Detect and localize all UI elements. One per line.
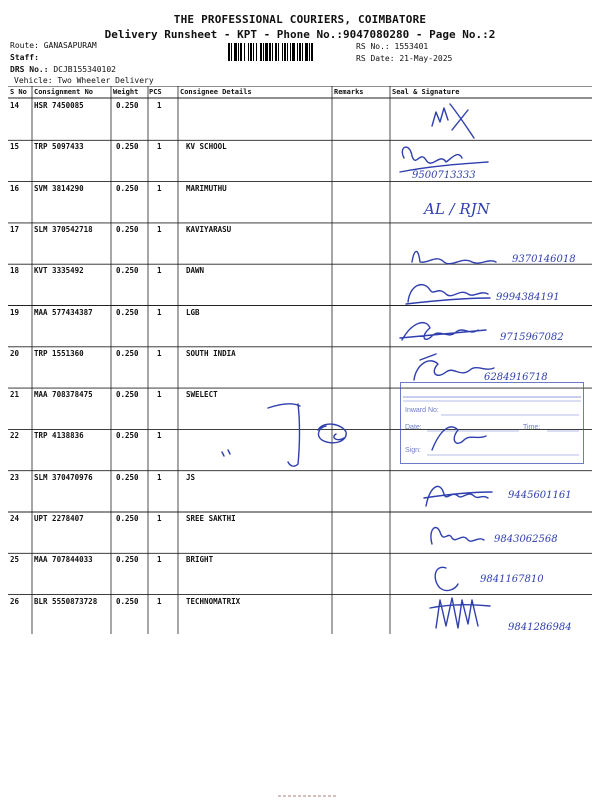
cell-consignment-no: KVT 3335492 — [34, 266, 84, 276]
cell-weight: 0.250 — [116, 183, 139, 193]
signature-phone-row-17: 9370146018 — [512, 254, 576, 265]
signature-row-18 — [406, 285, 490, 304]
rs-number: RS No.: 1553401 — [356, 42, 429, 51]
staff-label: Staff: — [10, 53, 39, 62]
cell-sno: 21 — [10, 390, 20, 400]
remarks-scribble-row-22 — [222, 404, 346, 466]
cell-weight: 0.250 — [116, 596, 139, 606]
stamp-sign-label: Sign: — [405, 447, 421, 454]
cell-weight: 0.250 — [116, 472, 139, 482]
cell-weight: 0.250 — [116, 514, 139, 523]
document-title: THE PROFESSIONAL COURIERS, COIMBATORE — [173, 13, 427, 26]
cell-sno: 25 — [10, 555, 20, 565]
cell-weight: 0.250 — [116, 431, 139, 441]
col-header-pcs: PCS — [149, 88, 162, 96]
cell-sno: 24 — [10, 514, 20, 523]
cell-pcs: 1 — [157, 514, 162, 523]
cell-consignee: LGB — [186, 307, 200, 317]
cell-pcs: 1 — [157, 348, 162, 358]
cell-weight: 0.250 — [116, 307, 139, 317]
cell-consignee: SREE SAKTHI — [186, 514, 236, 523]
stamp-time-label: Time: — [523, 424, 541, 431]
signature-row-22 — [432, 427, 486, 450]
cell-consignee: BRIGHT — [186, 555, 214, 565]
cell-consignment-no: MAA 708378475 — [34, 390, 93, 400]
vehicle-label: Vehicle: Two Wheeler Delivery — [14, 76, 154, 85]
cell-sno: 18 — [10, 266, 20, 276]
cell-weight: 0.250 — [116, 348, 139, 358]
cell-pcs: 1 — [157, 101, 162, 110]
col-header-weight: Weight — [113, 88, 139, 96]
cell-consignment-no: TRP 1551360 — [34, 348, 84, 358]
signature-phone-row-15: 9500713333 — [412, 170, 476, 181]
cell-sno: 14 — [10, 101, 20, 110]
signature-row-15 — [400, 147, 488, 172]
signature-row-26 — [430, 598, 490, 628]
col-header-sno: S No — [10, 88, 27, 96]
route-label: Route: GANASAPURAM — [10, 41, 97, 50]
cell-sno: 23 — [10, 472, 20, 482]
stamp-date-label: Date: — [405, 424, 422, 431]
cell-consignment-no: MAA 577434387 — [34, 307, 93, 317]
col-header-remarks: Remarks — [334, 88, 364, 96]
cell-consignee: DAWN — [186, 266, 205, 276]
signature-row-17 — [412, 251, 496, 263]
signature-phone-row-18: 9994384191 — [496, 292, 560, 303]
cell-consignment-no: HSR 7450085 — [34, 101, 84, 110]
cell-sno: 26 — [10, 596, 20, 606]
drs-label: DRS No.: — [10, 65, 49, 74]
footer-scan-mark — [278, 794, 338, 798]
cell-pcs: 1 — [157, 555, 162, 565]
cell-weight: 0.250 — [116, 224, 139, 234]
signature-row-14 — [432, 104, 474, 138]
signature-row-20 — [414, 354, 494, 380]
cell-pcs: 1 — [157, 307, 162, 317]
cell-consignment-no: MAA 707844033 — [34, 555, 93, 565]
cell-weight: 0.250 — [116, 390, 139, 400]
cell-sno: 22 — [10, 431, 20, 441]
cell-weight: 0.250 — [116, 142, 139, 152]
rs-date: RS Date: 21-May-2025 — [356, 54, 453, 63]
cell-pcs: 1 — [157, 142, 162, 152]
signature-row-23 — [424, 486, 492, 506]
signature-phone-row-24: 9843062568 — [494, 534, 558, 545]
cell-pcs: 1 — [157, 224, 162, 234]
cell-consignee: MARIMUTHU — [186, 183, 227, 193]
cell-consignment-no: UPT 2278407 — [34, 514, 84, 523]
cell-weight: 0.250 — [116, 101, 139, 110]
cell-pcs: 1 — [157, 431, 162, 441]
stamp-inward-label: Inward No: — [405, 407, 439, 414]
signature-row-19 — [400, 323, 486, 340]
cell-consignment-no: SLM 370470976 — [34, 472, 93, 482]
cell-sno: 19 — [10, 307, 20, 317]
col-header-consignment: Consignment No — [34, 88, 94, 96]
cell-consignee: KV SCHOOL — [186, 142, 227, 152]
cell-sno: 20 — [10, 348, 20, 358]
cell-pcs: 1 — [157, 472, 162, 482]
signature-phone-row-20: 6284916718 — [484, 372, 548, 383]
signature-phone-row-25: 9841167810 — [480, 574, 544, 585]
drs-value: DCJB155340102 — [53, 65, 116, 74]
signature-row-24 — [431, 528, 484, 544]
signature-phone-row-26: 9841286984 — [508, 622, 572, 633]
cell-consignee: TECHNOMATRIX — [186, 596, 241, 606]
signature-text-row-16: AL / RJN — [424, 200, 490, 218]
col-header-consignee: Consignee Details — [180, 88, 252, 96]
cell-sno: 16 — [10, 183, 20, 193]
cell-consignee: SWELECT — [186, 390, 218, 400]
signature-phone-row-23: 9445601161 — [508, 490, 572, 501]
cell-weight: 0.250 — [116, 266, 139, 276]
cell-consignment-no: TRP 4138836 — [34, 431, 84, 441]
cell-consignee: JS — [186, 472, 196, 482]
cell-sno: 15 — [10, 142, 20, 152]
cell-pcs: 1 — [157, 266, 162, 276]
cell-consignee: SOUTH INDIA — [186, 348, 236, 358]
cell-sno: 17 — [10, 224, 20, 234]
document-subtitle: Delivery Runsheet - KPT - Phone No.:9047080280 - Page No.:2 — [104, 28, 496, 41]
cell-pcs: 1 — [157, 596, 162, 606]
cell-pcs: 1 — [157, 183, 162, 193]
cell-consignment-no: SVM 3814290 — [34, 183, 84, 193]
signature-phone-row-19: 9715967082 — [500, 332, 564, 343]
cell-consignment-no: TRP 5097433 — [34, 142, 84, 152]
cell-pcs: 1 — [157, 390, 162, 400]
cell-consignment-no: SLM 370542718 — [34, 224, 93, 234]
cell-weight: 0.250 — [116, 555, 139, 565]
signature-row-25 — [435, 567, 458, 590]
cell-consignment-no: BLR 5550873728 — [34, 596, 98, 606]
cell-consignee: KAVIYARASU — [186, 224, 232, 234]
col-header-seal-signature: Seal & Signature — [392, 88, 460, 96]
